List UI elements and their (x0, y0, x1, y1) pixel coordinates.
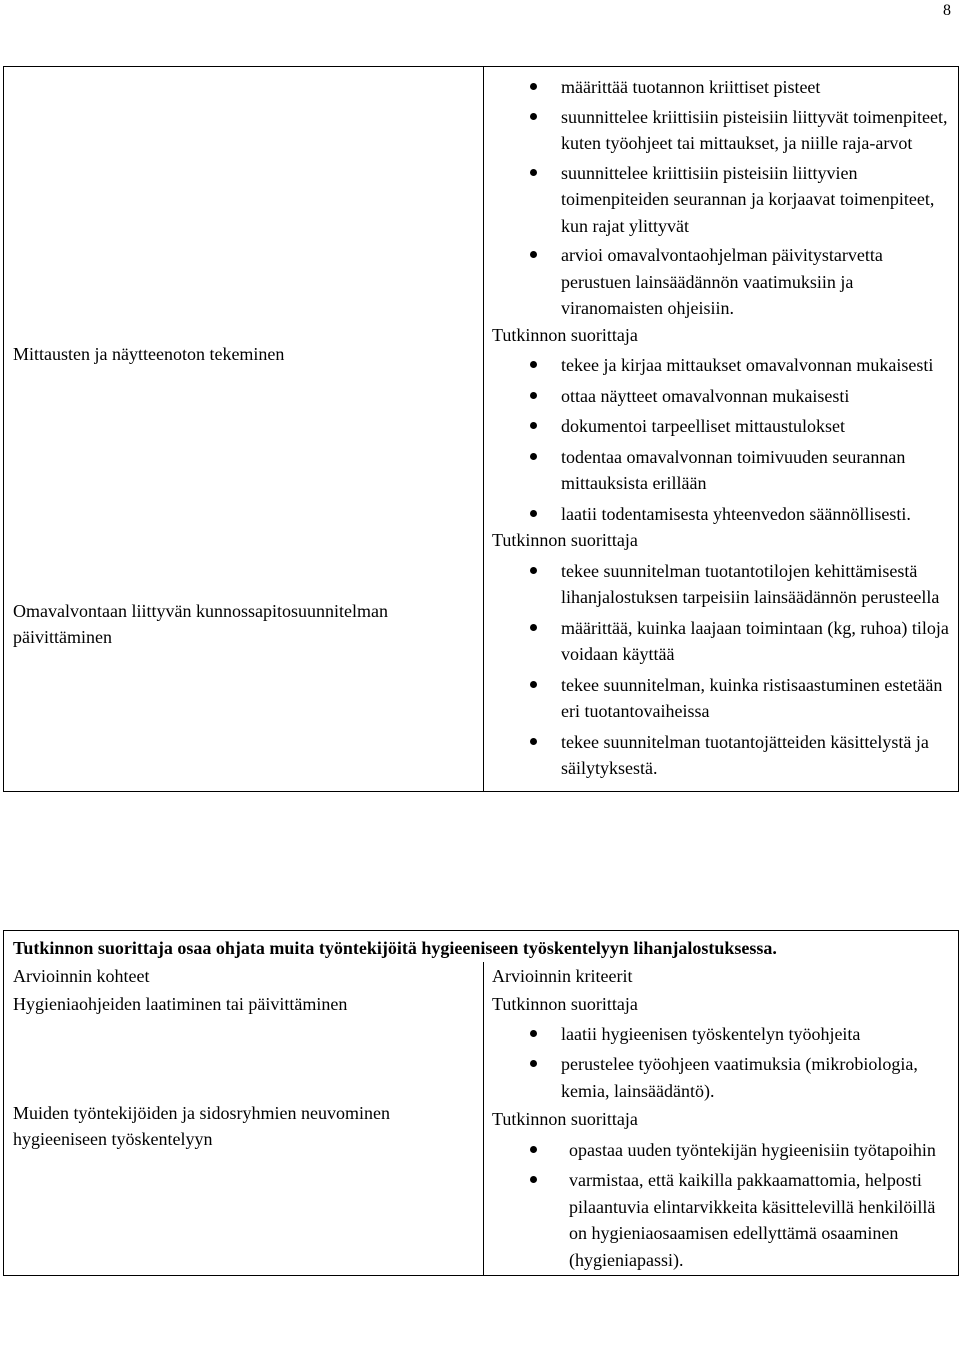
list-item: tekee suunnitelman tuotantojätteiden käsittelystä ja säilytyksestä. (492, 729, 952, 782)
criteria-cell (484, 962, 959, 1276)
list-item: tekee ja kirjaa mittaukset omavalvonnan mukaisesti (492, 352, 952, 379)
target-measurements: Mittausten ja näytteenoton tekeminen (13, 344, 285, 364)
list-item: määrittää, kuinka laajaan toimintaan (kg, ruhoa) tiloja voidaan käyttää (492, 615, 952, 668)
list-item: arvioi omavalvontaohjelman päivitystarvetta perustuen lainsäädännön vaatimuksiin ja viranomaisten ohjeisiin. (492, 242, 952, 322)
list-item: suunnittelee kriittisiin pisteisiin liittyvät toimenpiteet, kuten työohjeet tai mittaukset, ja niille raja-arvot (492, 104, 952, 157)
target-maintenance-plan: Omavalvontaan liittyvän kunnossapitosuunnitelman päivittäminen (13, 600, 388, 647)
hygiene-bullet-list (492, 1021, 952, 1105)
criteria-intro: Tutkinnon suorittaja (492, 324, 638, 345)
criteria-intro: Tutkinnon suorittaja (492, 1109, 638, 1129)
continued-bullet-list (492, 74, 952, 322)
advising-bullet-list (492, 1137, 952, 1274)
criteria-intro: Tutkinnon suorittaja (492, 994, 638, 1014)
criteria-intro: Tutkinnon suorittaja (492, 530, 638, 550)
column-header-targets: Arvioinnin kohteet (13, 965, 150, 986)
target-advising: Muiden työntekijöiden ja sidosryhmien neuvominen hygieeniseen työskentelyyn (13, 1102, 390, 1149)
list-item: todentaa omavalvonnan toimivuuden seurannan mittauksista erillään (492, 444, 952, 497)
target-cell (4, 962, 484, 1276)
criteria-cell (484, 67, 959, 792)
measurements-bullet-list (492, 352, 952, 527)
list-item: tekee suunnitelman, kuinka ristisaastuminen estetään eri tuotantovaiheissa (492, 672, 952, 725)
criteria-table-continued (3, 66, 959, 792)
table-row (4, 67, 959, 792)
list-item: tekee suunnitelman tuotantotilojen kehittämisestä lihanjalostuksen tarpeisiin lainsäädännön perusteella (492, 558, 952, 611)
maintenance-bullet-list (492, 558, 952, 782)
list-item: laatii todentamisesta yhteenvedon säännöllisesti. (492, 501, 952, 528)
list-item: suunnittelee kriittisiin pisteisiin liittyvien toimenpiteiden seurannan ja korjaavat toimenpiteet, kun rajat ylittyvät (492, 160, 952, 240)
list-item: varmistaa, että kaikilla pakkaamattomia, helposti pilaantuvia elintarvikkeita käsittelevillä henkilöillä on hygieniaosaamisen edellyttämä osaaminen (hygieniapassi). (492, 1167, 952, 1273)
table-row (4, 962, 959, 1276)
page-number: 8 (943, 2, 951, 19)
target-hygiene-instructions: Hygieniaohjeiden laatiminen tai päivittäminen (13, 994, 348, 1014)
section-heading: Tutkinnon suorittaja osaa ohjata muita työntekijöitä hygieeniseen työskentelyyn lihanjalostuksessa. (4, 931, 959, 962)
list-item: määrittää tuotannon kriittiset pisteet (492, 74, 952, 101)
column-header-criteria: Arvioinnin kriteerit (492, 965, 633, 986)
list-item: ottaa näytteet omavalvonnan mukaisesti (492, 383, 952, 410)
list-item: opastaa uuden työntekijän hygieenisiin työtapoihin (492, 1137, 952, 1164)
list-item: dokumentoi tarpeelliset mittaustulokset (492, 413, 952, 440)
list-item: perustelee työohjeen vaatimuksia (mikrobiologia, kemia, lainsäädäntö). (492, 1051, 952, 1104)
list-item: laatii hygieenisen työskentelyn työohjeita (492, 1021, 952, 1048)
table-heading-row (4, 931, 959, 962)
criteria-table-hygiene (3, 930, 959, 1276)
target-cell (4, 67, 484, 792)
